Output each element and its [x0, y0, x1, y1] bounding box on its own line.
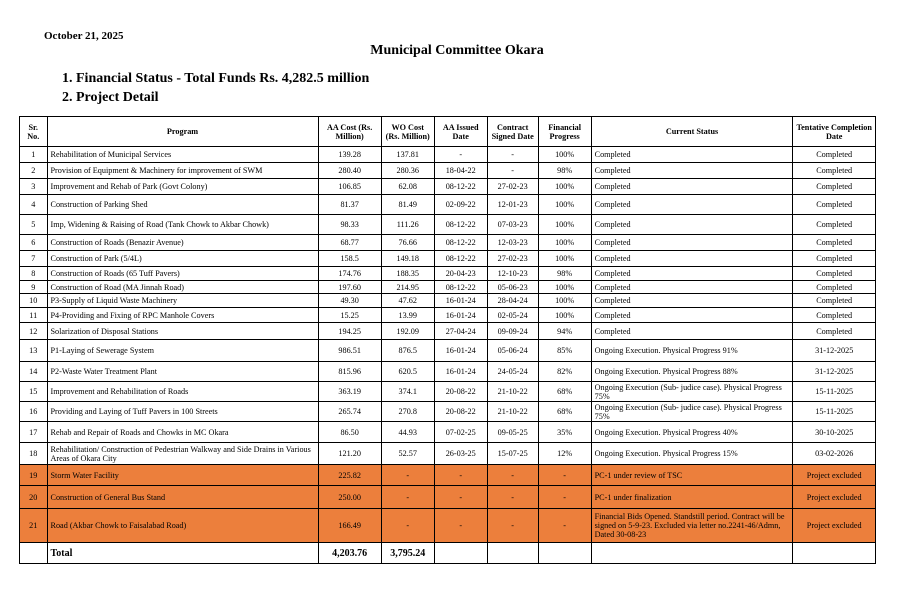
wo-cost-cell: 149.18: [381, 251, 434, 267]
table-row: [20, 308, 876, 323]
sr-no-cell: 8: [20, 267, 48, 281]
wo-cost-cell: 62.08: [381, 179, 434, 195]
current-status-cell: Completed: [591, 251, 793, 267]
wo-cost-cell: 192.09: [381, 323, 434, 340]
contract-signed-cell: -: [487, 486, 538, 509]
section-heading-financial: 1. Financial Status - Total Funds Rs. 4,282.5 million: [62, 71, 370, 86]
aa-cost-cell: 49.30: [318, 294, 381, 308]
header-wo-cost: WO Cost (Rs. Million): [381, 117, 434, 147]
total-cell: [591, 543, 793, 564]
wo-cost-cell: 620.5: [381, 362, 434, 382]
aa-issued-cell: 16-01-24: [434, 308, 487, 323]
aa-issued-cell: 02-09-22: [434, 195, 487, 215]
contract-signed-cell: 24-05-24: [487, 362, 538, 382]
financial-progress-cell: 100%: [538, 215, 591, 235]
current-status-cell: Completed: [591, 215, 793, 235]
header-current-status: Current Status: [591, 117, 793, 147]
completion-date-cell: 03-02-2026: [793, 443, 876, 465]
wo-cost-cell: 52.57: [381, 443, 434, 465]
program-cell: Solarization of Disposal Stations: [47, 323, 318, 340]
current-status-cell: Completed: [591, 323, 793, 340]
table-row: [20, 486, 876, 509]
contract-signed-cell: 28-04-24: [487, 294, 538, 308]
header-program: Program: [47, 117, 318, 147]
completion-date-cell: Project excluded: [793, 465, 876, 486]
aa-cost-cell: 98.33: [318, 215, 381, 235]
total-row: [20, 543, 876, 564]
wo-cost-cell: 188.35: [381, 267, 434, 281]
sr-no-cell: 6: [20, 235, 48, 251]
aa-cost-cell: 280.40: [318, 163, 381, 179]
program-cell: Providing and Laying of Tuff Pavers in 100 Streets: [47, 402, 318, 422]
program-cell: Construction of Roads (Benazir Avenue): [47, 235, 318, 251]
program-cell: Rehabilitation/ Construction of Pedestrian Walkway and Side Drains in Various Areas of Okara City: [47, 443, 318, 465]
aa-cost-cell: 68.77: [318, 235, 381, 251]
completion-date-cell: Project excluded: [793, 509, 876, 543]
table-row: [20, 251, 876, 267]
program-cell: P4-Providing and Fixing of RPC Manhole Covers: [47, 308, 318, 323]
program-cell: Construction of Parking Shed: [47, 195, 318, 215]
financial-progress-cell: 82%: [538, 362, 591, 382]
program-cell: Imp, Widening & Raising of Road (Tank Chowk to Akbar Chowk): [47, 215, 318, 235]
wo-cost-cell: -: [381, 465, 434, 486]
program-cell: P2-Waste Water Treatment Plant: [47, 362, 318, 382]
current-status-cell: Ongoing Execution (Sub- judice case). Physical Progress 75%: [591, 382, 793, 402]
contract-signed-cell: 21-10-22: [487, 402, 538, 422]
program-cell: Rehab and Repair of Roads and Chowks in MC Okara: [47, 422, 318, 443]
sr-no-cell: 5: [20, 215, 48, 235]
table-row: [20, 340, 876, 362]
aa-issued-cell: 20-08-22: [434, 402, 487, 422]
contract-signed-cell: 07-03-23: [487, 215, 538, 235]
aa-cost-cell: 174.76: [318, 267, 381, 281]
aa-cost-cell: 363.19: [318, 382, 381, 402]
program-cell: Construction of Park (5/4L): [47, 251, 318, 267]
header-aa-cost: AA Cost (Rs. Million): [318, 117, 381, 147]
total-cell: [538, 543, 591, 564]
current-status-cell: Completed: [591, 147, 793, 163]
program-cell: P1-Laying of Sewerage System: [47, 340, 318, 362]
financial-progress-cell: 100%: [538, 281, 591, 294]
aa-cost-cell: 265.74: [318, 402, 381, 422]
program-cell: Road (Akbar Chowk to Faisalabad Road): [47, 509, 318, 543]
current-status-cell: Completed: [591, 235, 793, 251]
completion-date-cell: Completed: [793, 308, 876, 323]
table-row: [20, 362, 876, 382]
aa-issued-cell: 08-12-22: [434, 179, 487, 195]
total-cell: [20, 543, 48, 564]
sr-no-cell: 21: [20, 509, 48, 543]
sr-no-cell: 2: [20, 163, 48, 179]
completion-date-cell: Completed: [793, 195, 876, 215]
financial-progress-cell: -: [538, 509, 591, 543]
aa-issued-cell: 08-12-22: [434, 281, 487, 294]
wo-cost-cell: -: [381, 509, 434, 543]
sr-no-cell: 19: [20, 465, 48, 486]
table-row: [20, 195, 876, 215]
sr-no-cell: 18: [20, 443, 48, 465]
financial-progress-cell: 98%: [538, 267, 591, 281]
financial-progress-cell: 100%: [538, 195, 591, 215]
aa-cost-cell: 250.00: [318, 486, 381, 509]
aa-cost-cell: 986.51: [318, 340, 381, 362]
wo-cost-cell: 876.5: [381, 340, 434, 362]
table-row: [20, 422, 876, 443]
financial-progress-cell: 100%: [538, 147, 591, 163]
contract-signed-cell: 27-02-23: [487, 179, 538, 195]
sr-no-cell: 9: [20, 281, 48, 294]
sr-no-cell: 10: [20, 294, 48, 308]
total-cell: [434, 543, 487, 564]
aa-cost-cell: 139.28: [318, 147, 381, 163]
sr-no-cell: 17: [20, 422, 48, 443]
contract-signed-cell: 27-02-23: [487, 251, 538, 267]
contract-signed-cell: 12-03-23: [487, 235, 538, 251]
financial-progress-cell: 100%: [538, 179, 591, 195]
aa-cost-cell: 86.50: [318, 422, 381, 443]
current-status-cell: Ongoing Execution. Physical Progress 91%: [591, 340, 793, 362]
table-row: [20, 179, 876, 195]
completion-date-cell: 30-10-2025: [793, 422, 876, 443]
program-cell: Storm Water Facility: [47, 465, 318, 486]
aa-issued-cell: 20-04-23: [434, 267, 487, 281]
contract-signed-cell: 02-05-24: [487, 308, 538, 323]
completion-date-cell: Completed: [793, 163, 876, 179]
sr-no-cell: 1: [20, 147, 48, 163]
financial-progress-cell: -: [538, 486, 591, 509]
completion-date-cell: Completed: [793, 251, 876, 267]
total-cell: [793, 543, 876, 564]
current-status-cell: Ongoing Execution. Physical Progress 15%: [591, 443, 793, 465]
program-cell: P3-Supply of Liquid Waste Machinery: [47, 294, 318, 308]
financial-progress-cell: 100%: [538, 235, 591, 251]
header-financial-progress: Financial Progress: [538, 117, 591, 147]
aa-cost-cell: 225.82: [318, 465, 381, 486]
aa-issued-cell: 08-12-22: [434, 215, 487, 235]
total-wo-cost: 3,795.24: [381, 543, 434, 564]
total-aa-cost: 4,203.76: [318, 543, 381, 564]
aa-cost-cell: 815.96: [318, 362, 381, 382]
program-cell: Provision of Equipment & Machinery for improvement of SWM: [47, 163, 318, 179]
current-status-cell: Completed: [591, 294, 793, 308]
aa-issued-cell: -: [434, 486, 487, 509]
header-contract-signed-date: Contract Signed Date: [487, 117, 538, 147]
table-row: [20, 443, 876, 465]
financial-progress-cell: 12%: [538, 443, 591, 465]
sr-no-cell: 13: [20, 340, 48, 362]
completion-date-cell: Completed: [793, 215, 876, 235]
aa-issued-cell: 27-04-24: [434, 323, 487, 340]
table-body: [20, 147, 876, 543]
table-row: [20, 267, 876, 281]
aa-issued-cell: 16-01-24: [434, 340, 487, 362]
aa-issued-cell: 26-03-25: [434, 443, 487, 465]
table-row: [20, 509, 876, 543]
completion-date-cell: Completed: [793, 235, 876, 251]
aa-issued-cell: 16-01-24: [434, 294, 487, 308]
sr-no-cell: 20: [20, 486, 48, 509]
aa-issued-cell: 16-01-24: [434, 362, 487, 382]
wo-cost-cell: 13.99: [381, 308, 434, 323]
aa-issued-cell: -: [434, 147, 487, 163]
sr-no-cell: 4: [20, 195, 48, 215]
sr-no-cell: 11: [20, 308, 48, 323]
financial-progress-cell: 100%: [538, 308, 591, 323]
aa-cost-cell: 197.60: [318, 281, 381, 294]
current-status-cell: Ongoing Execution. Physical Progress 40%: [591, 422, 793, 443]
contract-signed-cell: 09-09-24: [487, 323, 538, 340]
contract-signed-cell: 05-06-23: [487, 281, 538, 294]
completion-date-cell: Completed: [793, 323, 876, 340]
program-cell: Improvement and Rehabilitation of Roads: [47, 382, 318, 402]
table-row: [20, 465, 876, 486]
aa-cost-cell: 81.37: [318, 195, 381, 215]
completion-date-cell: Completed: [793, 267, 876, 281]
current-status-cell: Ongoing Execution. Physical Progress 88%: [591, 362, 793, 382]
completion-date-cell: 31-12-2025: [793, 340, 876, 362]
aa-cost-cell: 15.25: [318, 308, 381, 323]
wo-cost-cell: 47.62: [381, 294, 434, 308]
current-status-cell: Ongoing Execution (Sub- judice case). Physical Progress 75%: [591, 402, 793, 422]
financial-progress-cell: 100%: [538, 251, 591, 267]
table-row: [20, 163, 876, 179]
wo-cost-cell: 374.1: [381, 382, 434, 402]
completion-date-cell: Completed: [793, 147, 876, 163]
table-row: [20, 235, 876, 251]
table-header-row: [20, 117, 876, 147]
contract-signed-cell: -: [487, 509, 538, 543]
financial-progress-cell: 35%: [538, 422, 591, 443]
completion-date-cell: Project excluded: [793, 486, 876, 509]
table-row: [20, 281, 876, 294]
financial-progress-cell: -: [538, 465, 591, 486]
contract-signed-cell: -: [487, 163, 538, 179]
sr-no-cell: 15: [20, 382, 48, 402]
table-row: [20, 294, 876, 308]
program-cell: Rehabilitation of Municipal Services: [47, 147, 318, 163]
total-cell: [487, 543, 538, 564]
aa-issued-cell: -: [434, 465, 487, 486]
completion-date-cell: Completed: [793, 281, 876, 294]
aa-issued-cell: 20-08-22: [434, 382, 487, 402]
current-status-cell: Completed: [591, 163, 793, 179]
document-title: Municipal Committee Okara: [370, 43, 544, 58]
aa-cost-cell: 194.25: [318, 323, 381, 340]
wo-cost-cell: 214.95: [381, 281, 434, 294]
program-cell: Improvement and Rehab of Park (Govt Colony): [47, 179, 318, 195]
aa-cost-cell: 166.49: [318, 509, 381, 543]
aa-cost-cell: 121.20: [318, 443, 381, 465]
contract-signed-cell: 15-07-25: [487, 443, 538, 465]
current-status-cell: Completed: [591, 281, 793, 294]
financial-progress-cell: 98%: [538, 163, 591, 179]
table-row: [20, 147, 876, 163]
current-status-cell: Completed: [591, 179, 793, 195]
program-cell: Construction of General Bus Stand: [47, 486, 318, 509]
financial-progress-cell: 85%: [538, 340, 591, 362]
financial-progress-cell: 68%: [538, 402, 591, 422]
financial-progress-cell: 100%: [538, 294, 591, 308]
table-row: [20, 402, 876, 422]
sr-no-cell: 16: [20, 402, 48, 422]
aa-cost-cell: 158.5: [318, 251, 381, 267]
table-row: [20, 215, 876, 235]
current-status-cell: PC-1 under review of TSC: [591, 465, 793, 486]
header-aa-issued-date: AA Issued Date: [434, 117, 487, 147]
current-status-cell: Completed: [591, 195, 793, 215]
completion-date-cell: Completed: [793, 294, 876, 308]
current-status-cell: Completed: [591, 267, 793, 281]
aa-cost-cell: 106.85: [318, 179, 381, 195]
contract-signed-cell: -: [487, 465, 538, 486]
wo-cost-cell: 270.8: [381, 402, 434, 422]
sr-no-cell: 12: [20, 323, 48, 340]
total-label: Total: [47, 543, 318, 564]
sr-no-cell: 7: [20, 251, 48, 267]
current-status-cell: PC-1 under finalization: [591, 486, 793, 509]
wo-cost-cell: 81.49: [381, 195, 434, 215]
table-row: [20, 323, 876, 340]
wo-cost-cell: 44.93: [381, 422, 434, 443]
completion-date-cell: Completed: [793, 179, 876, 195]
aa-issued-cell: 08-12-22: [434, 235, 487, 251]
sr-no-cell: 3: [20, 179, 48, 195]
wo-cost-cell: -: [381, 486, 434, 509]
wo-cost-cell: 137.81: [381, 147, 434, 163]
wo-cost-cell: 111.26: [381, 215, 434, 235]
report-date: October 21, 2025: [44, 30, 124, 42]
wo-cost-cell: 76.66: [381, 235, 434, 251]
header-sr-no: Sr. No.: [20, 117, 48, 147]
sr-no-cell: 14: [20, 362, 48, 382]
table-row: [20, 382, 876, 402]
completion-date-cell: 31-12-2025: [793, 362, 876, 382]
wo-cost-cell: 280.36: [381, 163, 434, 179]
current-status-cell: Financial Bids Opened. Standstill period. Contract will be signed on 5-9-23. Excluded via letter no.2241-46/Admn, Dated 30-08-23: [591, 509, 793, 543]
aa-issued-cell: 18-04-22: [434, 163, 487, 179]
contract-signed-cell: 21-10-22: [487, 382, 538, 402]
contract-signed-cell: 09-05-25: [487, 422, 538, 443]
program-cell: Construction of Road (MA Jinnah Road): [47, 281, 318, 294]
aa-issued-cell: 07-02-25: [434, 422, 487, 443]
aa-issued-cell: 08-12-22: [434, 251, 487, 267]
completion-date-cell: 15-11-2025: [793, 382, 876, 402]
current-status-cell: Completed: [591, 308, 793, 323]
financial-progress-cell: 68%: [538, 382, 591, 402]
project-table: [19, 116, 876, 564]
aa-issued-cell: -: [434, 509, 487, 543]
contract-signed-cell: -: [487, 147, 538, 163]
contract-signed-cell: 05-06-24: [487, 340, 538, 362]
contract-signed-cell: 12-01-23: [487, 195, 538, 215]
section-heading-project: 2. Project Detail: [62, 90, 159, 105]
completion-date-cell: 15-11-2025: [793, 402, 876, 422]
contract-signed-cell: 12-10-23: [487, 267, 538, 281]
program-cell: Construction of Roads (65 Tuff Pavers): [47, 267, 318, 281]
financial-progress-cell: 94%: [538, 323, 591, 340]
header-completion-date: Tentative Completion Date: [793, 117, 876, 147]
